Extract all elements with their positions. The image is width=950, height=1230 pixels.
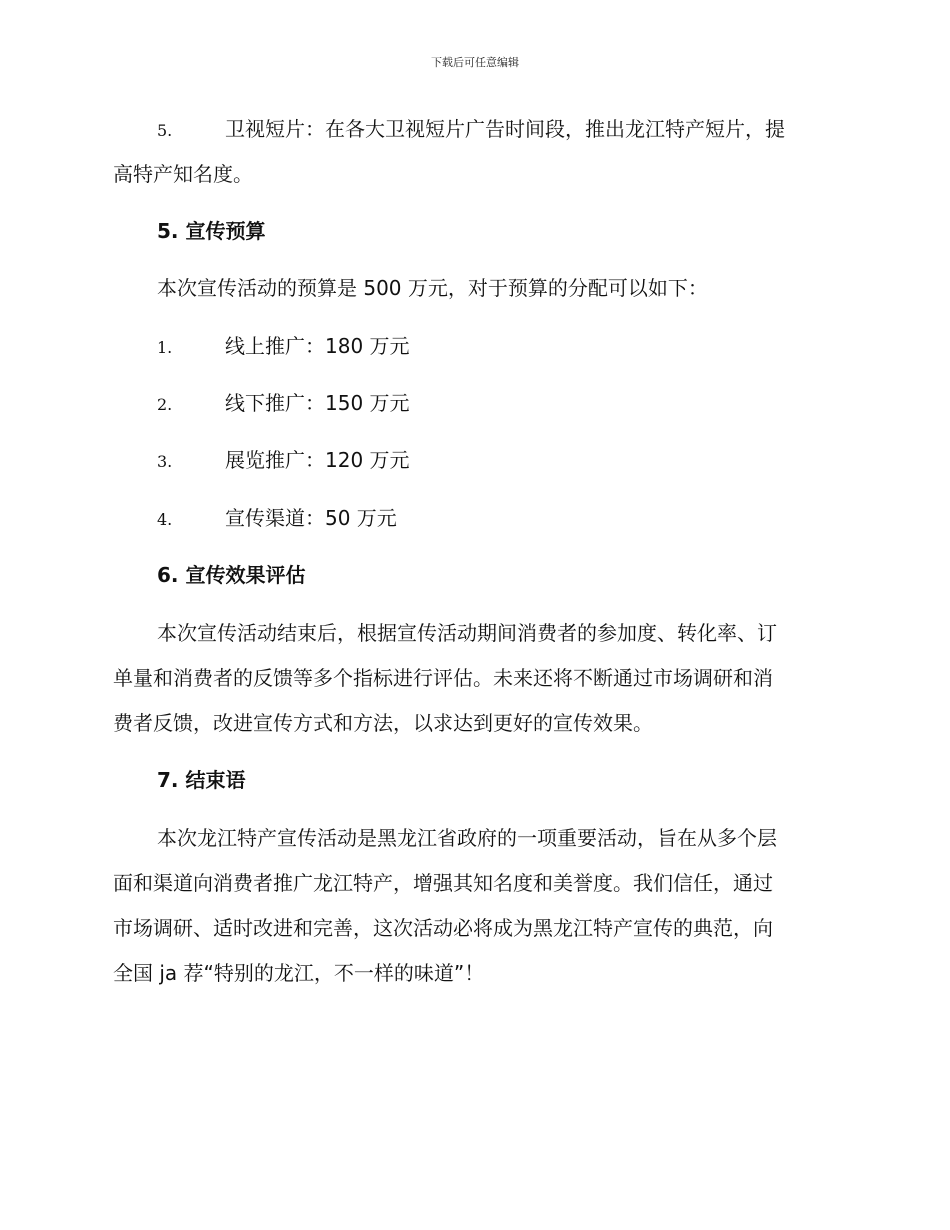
budget-item xyxy=(157,504,397,534)
list-text: 卫视短片：在各大卫视短片广告时间段，推出龙江特产短片，提 xyxy=(225,117,785,141)
budget-item xyxy=(157,332,410,362)
list-number: 2. xyxy=(157,395,173,414)
section-heading-evaluation: 6. 宣传效果评估 xyxy=(157,563,306,587)
list-text: 线上推广：180 万元 xyxy=(225,334,410,358)
paragraph-line: 市场调研、适时改进和完善，这次活动必将成为黑龙江特产宣传的典范，向 xyxy=(113,916,773,940)
paragraph-line: 本次龙江特产宣传活动是黑龙江省政府的一项重要活动，旨在从多个层 xyxy=(157,826,777,850)
paragraph-line: 全国 ja 荐“特别的龙江，不一样的味道”！ xyxy=(113,961,485,985)
page-header: 下载后可任意编辑 xyxy=(431,56,519,69)
list-item-5 xyxy=(157,115,785,145)
list-number: 4. xyxy=(157,510,173,529)
paragraph-line: 单量和消费者的反馈等多个指标进行评估。未来还将不断通过市场调研和消 xyxy=(113,666,773,690)
budget-item xyxy=(157,446,410,476)
list-number: 3. xyxy=(157,452,173,471)
section-heading-budget: 5. 宣传预算 xyxy=(157,219,266,243)
list-number: 1. xyxy=(157,338,173,357)
paragraph-line: 本次宣传活动结束后，根据宣传活动期间消费者的参加度、转化率、订 xyxy=(157,621,777,645)
list-text: 展览推广：120 万元 xyxy=(225,448,410,472)
budget-item xyxy=(157,389,410,419)
paragraph-line: 费者反馈，改进宣传方式和方法，以求达到更好的宣传效果。 xyxy=(113,711,653,735)
list-text: 宣传渠道：50 万元 xyxy=(225,506,397,530)
paragraph-line: 面和渠道向消费者推广龙江特产，增强其知名度和美誉度。我们信任，通过 xyxy=(113,871,773,895)
section-heading-conclusion: 7. 结束语 xyxy=(157,768,246,792)
list-text: 线下推广：150 万元 xyxy=(225,391,410,415)
budget-intro: 本次宣传活动的预算是 500 万元，对于预算的分配可以如下： xyxy=(157,276,708,300)
list-item-5-continuation: 高特产知名度。 xyxy=(113,162,253,186)
list-number: 5. xyxy=(157,121,173,140)
